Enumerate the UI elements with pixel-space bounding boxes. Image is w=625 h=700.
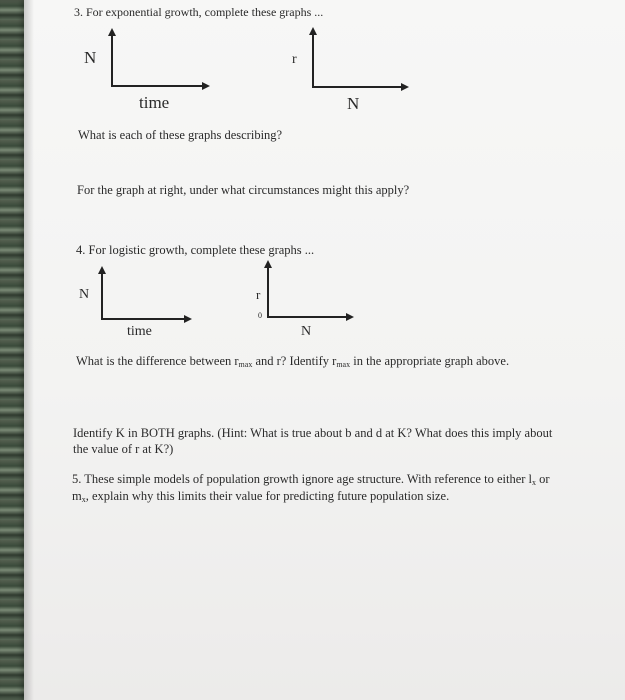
q3-prompt2: For the graph at right, under what circumstances might this apply? xyxy=(77,183,410,197)
q4-graph1-axes xyxy=(96,266,192,324)
q5-line1: 5. These simple models of population growth ignore age structure. With reference to either $l_x$ or xyxy=(72,472,550,487)
q4-prompt2-line2: the value of r at K?) xyxy=(73,442,174,456)
q4-graph2-origin-label: 0 xyxy=(258,311,262,320)
q3-graph1-axes xyxy=(106,28,210,92)
q4-graph2-axes xyxy=(262,260,354,322)
q3-graph2-x-label: N xyxy=(347,94,360,113)
q4-prompt2-line1: Identify K in BOTH graphs. (Hint: What is true about b and d at K? What does this imply about xyxy=(73,426,553,440)
q4-heading: 4. For logistic growth, complete these graphs ... xyxy=(76,243,315,257)
q3-graph1-y-label: N xyxy=(84,48,97,67)
q3-graph2-axes xyxy=(307,27,409,93)
q4-graph2-x-label: N xyxy=(301,324,312,339)
q4-graph1-y-label: N xyxy=(79,287,90,302)
q4-graph2-y-label: r xyxy=(256,287,261,302)
spiral-binding xyxy=(0,0,24,700)
q3-heading: 3. For exponential growth, complete these graphs ... xyxy=(74,5,324,19)
q5-line2: $m_x$, explain why this limits their value for predicting future population size. xyxy=(72,489,450,504)
q3-graph1-x-label: time xyxy=(139,93,170,112)
q3-prompt1: What is each of these graphs describing? xyxy=(78,128,283,142)
q4-prompt1: What is the difference between $r_{max}$ and r? Identify $r_{max}$ in the appropriate graph above. xyxy=(76,354,510,369)
q3-graph2-y-label: r xyxy=(292,52,297,67)
q4-graph1-x-label: time xyxy=(127,324,152,339)
